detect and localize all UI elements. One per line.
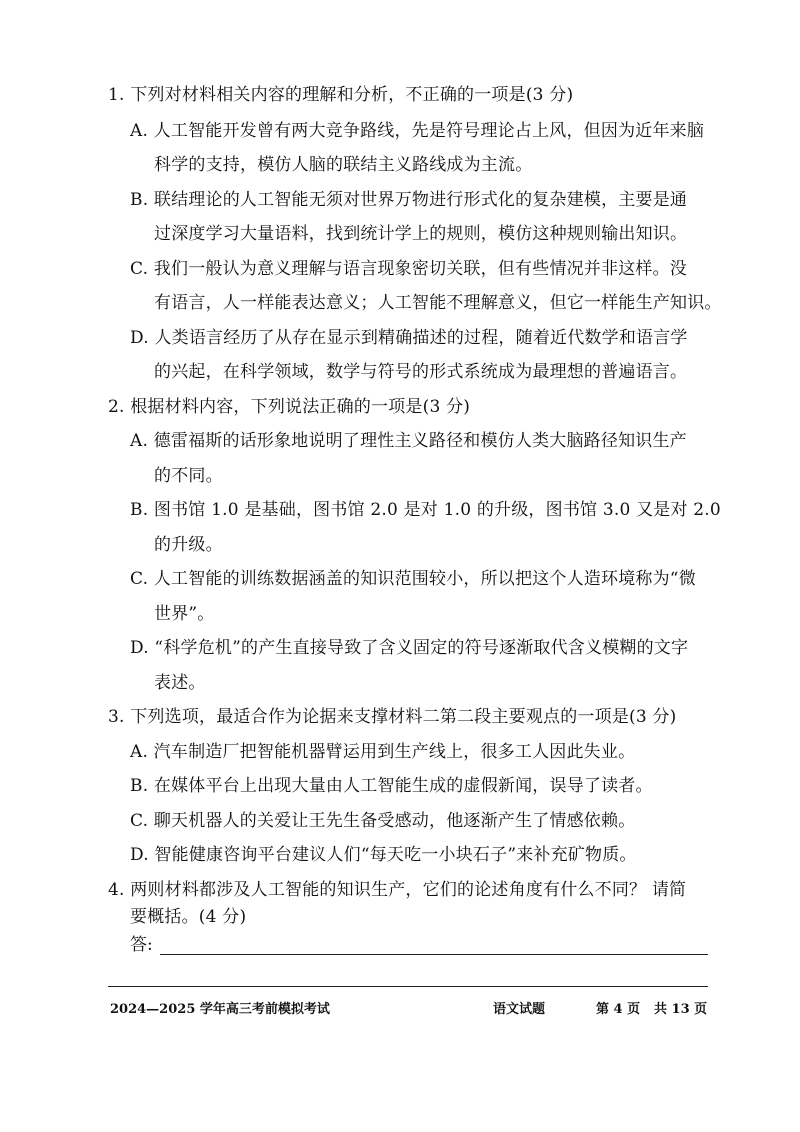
question-1-option-c: C. 我们一般认为意义理解与语言现象密切关联，但有些情况并非这样。没 (130, 259, 688, 279)
question-2-option-a-cont: 的不同。 (154, 466, 223, 486)
footer-page-number: 第 4 页 (596, 1002, 641, 1017)
footer-exam-title: 2024—2025 学年高三考前模拟考试 (110, 1002, 330, 1017)
question-2-option-c-cont: 世界”。 (154, 604, 215, 624)
question-3-option-b: B. 在媒体平台上出现大量由人工智能生成的虚假新闻，误导了读者。 (130, 776, 653, 796)
question-2-option-c: C. 人工智能的训练数据涵盖的知识范围较小，所以把这个人造环境称为“微 (130, 569, 696, 589)
question-2-option-b: B. 图书馆 1.0 是基础，图书馆 2.0 是对 1.0 的升级，图书馆 3.0 又是对 2.0 (130, 500, 721, 520)
question-1-option-a: A. 人工智能开发曾有两大竞争路线，先是符号理论占上风，但因为近年来脑 (130, 121, 705, 141)
question-1-option-c-cont: 有语言，人一样能表达意义；人工智能不理解意义，但它一样能生产知识。 (154, 293, 722, 313)
footer-divider (108, 986, 708, 987)
question-3-option-a: A. 汽车制造厂把智能机器臂运用到生产线上，很多工人因此失业。 (130, 742, 636, 762)
question-1-stem: 1. 下列对材料相关内容的理解和分析，不正确的一项是(3 分) (108, 85, 574, 105)
answer-area[interactable] (130, 934, 710, 958)
question-3-option-d: D. 智能健康咨询平台建议人们“每天吃一小块石子”来补充矿物质。 (130, 845, 637, 865)
answer-label: 答: (130, 935, 153, 955)
footer-subject: 语文试题 (493, 1002, 546, 1017)
question-1-option-d: D. 人类语言经历了从存在显示到精确描述的过程，随着近代数学和语言学 (130, 328, 688, 348)
question-2-option-a: A. 德雷福斯的话形象地说明了理性主义路径和模仿人类大脑路径知识生产 (130, 431, 687, 451)
question-1-option-b: B. 联结理论的人工智能无须对世界万物进行形式化的复杂建模，主要是通 (130, 190, 688, 210)
question-1-option-b-cont: 过深度学习大量语料，找到统计学上的规则，模仿这种规则输出知识。 (154, 224, 688, 244)
question-2-option-d: D. “科学危机”的产生直接导致了含义固定的符号逐渐取代含义模糊的文字 (130, 638, 689, 658)
question-4-stem: 4. 两则材料都涉及人工智能的知识生产，它们的论述角度有什么不同？ 请简 (108, 880, 687, 900)
question-2-option-d-cont: 表述。 (154, 673, 206, 693)
question-3-stem: 3. 下列选项，最适合作为论据来支撑材料二第二段主要观点的一项是(3 分) (108, 707, 677, 727)
question-2-option-b-cont: 的升级。 (154, 535, 223, 555)
footer-total-pages: 共 13 页 (654, 1002, 708, 1017)
question-2-stem: 2. 根据材料内容，下列说法正确的一项是(3 分) (108, 397, 471, 417)
answer-blank-line[interactable] (160, 954, 708, 955)
question-4-stem-cont: 要概括。(4 分) (130, 907, 247, 927)
question-1-option-d-cont: 的兴起，在科学领域，数学与符号的形式系统成为最理想的普遍语言。 (154, 362, 688, 382)
question-1-option-a-cont: 科学的支持，模仿人脑的联结主义路线成为主流。 (154, 155, 533, 175)
question-3-option-c: C. 聊天机器人的关爱让王先生备受感动，他逐渐产生了情感依赖。 (130, 811, 636, 831)
